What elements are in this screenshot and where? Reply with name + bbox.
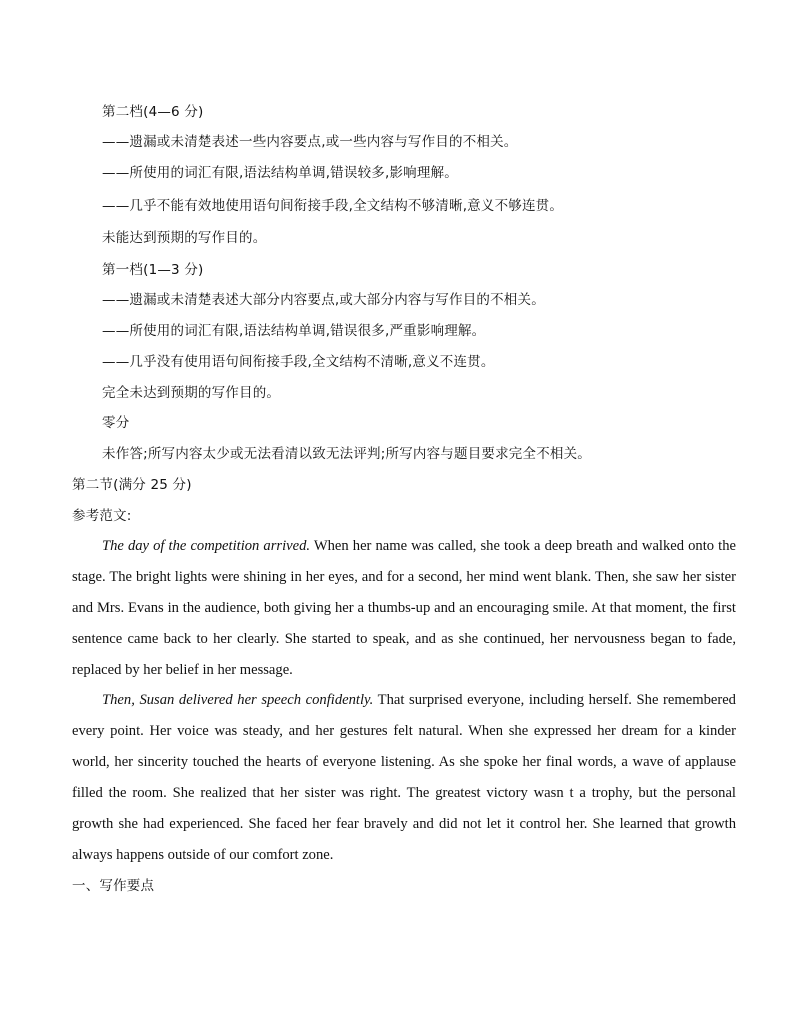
section2-title: 第二节(满分 25 分) (72, 477, 192, 493)
level1-item-3: ——几乎没有使用语句间衔接手段,全文结构不清晰,意义不连贯。 (102, 354, 495, 370)
zero-description: 未作答;所写内容太少或无法看清以致无法评判;所写内容与题目要求完全不相关。 (102, 446, 591, 462)
zero-title: 零分 (102, 415, 130, 431)
essay-paragraph-2 (72, 685, 736, 871)
level1-title: 第一档(1—3 分) (102, 262, 204, 278)
writing-points-title: 一、写作要点 (72, 878, 155, 894)
level1-item-2: ——所使用的词汇有限,语法结构单调,错误很多,严重影响理解。 (102, 323, 486, 339)
level1-summary: 完全未达到预期的写作目的。 (102, 385, 281, 401)
sample-essay-label: 参考范文: (72, 508, 132, 524)
paragraph-2-body: That surprised everyone, including herself. She remembered every point. Her voice was steady, and her gestures felt natural. When she expressed her dream for a kinder world, her sincerity touched the hearts of everyone listening. As she spoke her final words, a wave of applause filled the room. She realized that her sister was right. The greatest victory wasn t a trophy, but the personal growth she had experienced. She faced her fear bravely and did not let it control her. She learned that growth always happens outside of our comfort zone. (72, 692, 736, 863)
level1-item-1: ——遗漏或未清楚表述大部分内容要点,或大部分内容与写作目的不相关。 (102, 292, 545, 308)
paragraph-1-lead: The day of the competition arrived. (102, 538, 311, 554)
level2-summary: 未能达到预期的写作目的。 (102, 230, 267, 246)
level2-title: 第二档(4—6 分) (102, 104, 204, 120)
paragraph-2-lead: Then, Susan delivered her speech confidently. (102, 692, 374, 708)
essay-paragraph-1 (72, 531, 736, 686)
level2-item-2: ——所使用的词汇有限,语法结构单调,错误较多,影响理解。 (102, 165, 458, 181)
level2-item-1: ——遗漏或未清楚表述一些内容要点,或一些内容与写作目的不相关。 (102, 134, 518, 150)
paragraph-1-body: When her name was called, she took a deep breath and walked onto the stage. The bright lights were shining in her eyes, and for a second, her mind went blank. Then, she saw her sister and Mrs. Evans in the audience, both giving her a thumbs-up and an encouraging smile. At that moment, the first sentence came back to her clearly. She started to speak, and as she continued, her nervousness began to fade, replaced by her belief in her message. (72, 538, 736, 678)
level2-item-3: ——几乎不能有效地使用语句间衔接手段,全文结构不够清晰,意义不够连贯。 (102, 198, 564, 214)
